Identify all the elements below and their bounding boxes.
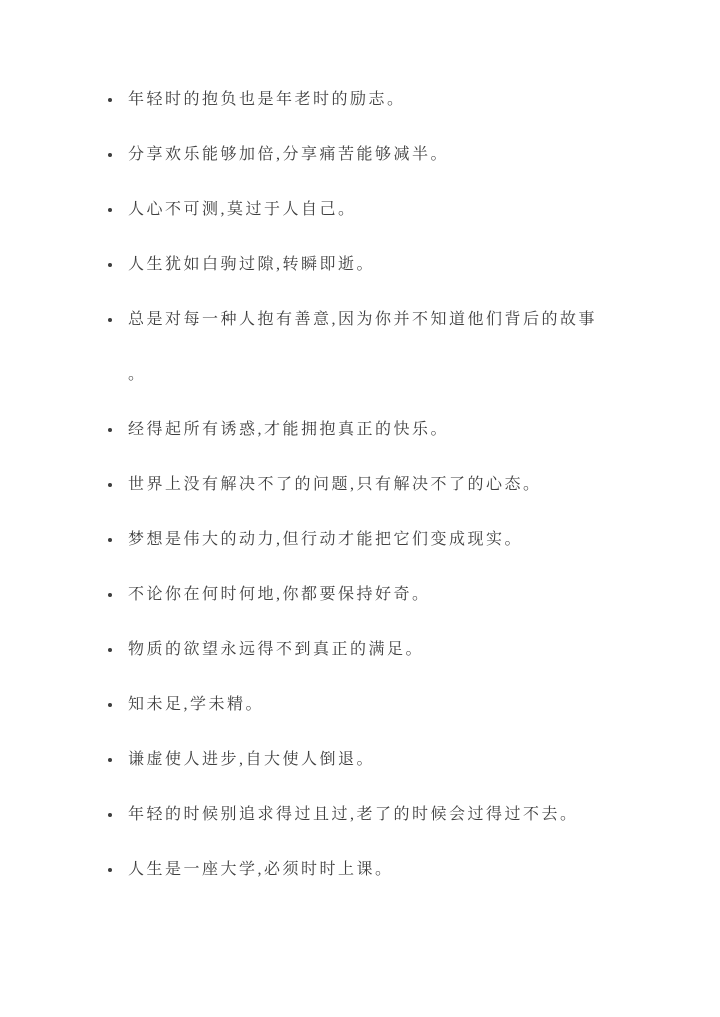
- quote-text: [128, 622, 424, 677]
- quote-text: [128, 567, 431, 622]
- bullet-dot: [108, 703, 112, 707]
- quote-line: 经得起所有诱惑,才能拥抱真正的快乐。: [128, 421, 450, 438]
- quote-item: [108, 622, 700, 677]
- quote-line: 分享欢乐能够加倍,分享痛苦能够减半。: [128, 146, 450, 163]
- quote-text: [128, 237, 375, 292]
- quote-item: [108, 402, 700, 457]
- bullet-icon: [108, 567, 128, 622]
- quote-text: [128, 457, 542, 512]
- quote-line: 年轻时的抱负也是年老时的励志。: [128, 91, 406, 108]
- quote-item: [108, 182, 700, 237]
- bullet-dot: [108, 813, 112, 817]
- quote-item: [108, 787, 700, 842]
- quote-item: [108, 237, 700, 292]
- quote-line: 梦想是伟大的动力,但行动才能把它们变成现实。: [128, 531, 524, 548]
- bullet-dot: [108, 483, 112, 487]
- quote-line: 知未足,学未精。: [128, 696, 265, 713]
- quote-text: [128, 182, 357, 237]
- bullet-icon: [108, 622, 128, 677]
- bullet-icon: [108, 72, 128, 127]
- quote-item: [108, 842, 700, 897]
- bullet-dot: [108, 868, 112, 872]
- quote-text: [128, 127, 449, 182]
- bullet-dot: [108, 758, 112, 762]
- quote-line: 物质的欲望永远得不到真正的满足。: [128, 641, 425, 658]
- bullet-dot: [108, 318, 112, 322]
- bullet-dot: [108, 648, 112, 652]
- quote-text: [128, 732, 375, 787]
- quote-text: [128, 787, 579, 842]
- quote-item: [108, 677, 700, 732]
- quote-line: 谦虚使人进步,自大使人倒退。: [128, 751, 376, 768]
- bullet-icon: [108, 402, 128, 457]
- quote-line: 世界上没有解决不了的问题,只有解决不了的心态。: [128, 476, 542, 493]
- quote-text: [128, 292, 597, 402]
- quote-line: 人心不可测,莫过于人自己。: [128, 201, 357, 218]
- quote-line: 人生是一座大学,必须时时上课。: [128, 861, 394, 878]
- quote-line: 年轻的时候别追求得过且过,老了的时候会过得过不去。: [128, 806, 579, 823]
- bullet-icon: [108, 732, 128, 787]
- bullet-icon: [108, 292, 128, 347]
- bullet-dot: [108, 208, 112, 212]
- bullet-dot: [108, 98, 112, 102]
- quote-item: [108, 127, 700, 182]
- quote-line: 不论你在何时何地,你都要保持好奇。: [128, 586, 431, 603]
- quote-item: [108, 72, 700, 127]
- bullet-icon: [108, 182, 128, 237]
- bullet-dot: [108, 593, 112, 597]
- quote-text: [128, 842, 394, 897]
- bullet-icon: [108, 127, 128, 182]
- bullet-dot: [108, 263, 112, 267]
- bullet-icon: [108, 237, 128, 292]
- quote-line: 。: [128, 366, 147, 383]
- bullet-icon: [108, 787, 128, 842]
- quote-text: [128, 72, 406, 127]
- bullet-dot: [108, 538, 112, 542]
- quote-list: [108, 72, 700, 897]
- bullet-icon: [108, 457, 128, 512]
- quote-item: [108, 567, 700, 622]
- bullet-dot: [108, 428, 112, 432]
- quote-item: [108, 292, 700, 402]
- quote-text: [128, 677, 264, 732]
- quote-text: [128, 402, 449, 457]
- quote-line: 人生犹如白驹过隙,转瞬即逝。: [128, 256, 376, 273]
- quote-line: 总是对每一种人抱有善意,因为你并不知道他们背后的故事: [128, 311, 598, 328]
- bullet-dot: [108, 153, 112, 157]
- quote-item: [108, 732, 700, 787]
- quote-item: [108, 512, 700, 567]
- quote-text: [128, 512, 523, 567]
- bullet-icon: [108, 842, 128, 897]
- quote-item: [108, 457, 700, 512]
- bullet-icon: [108, 677, 128, 732]
- bullet-icon: [108, 512, 128, 567]
